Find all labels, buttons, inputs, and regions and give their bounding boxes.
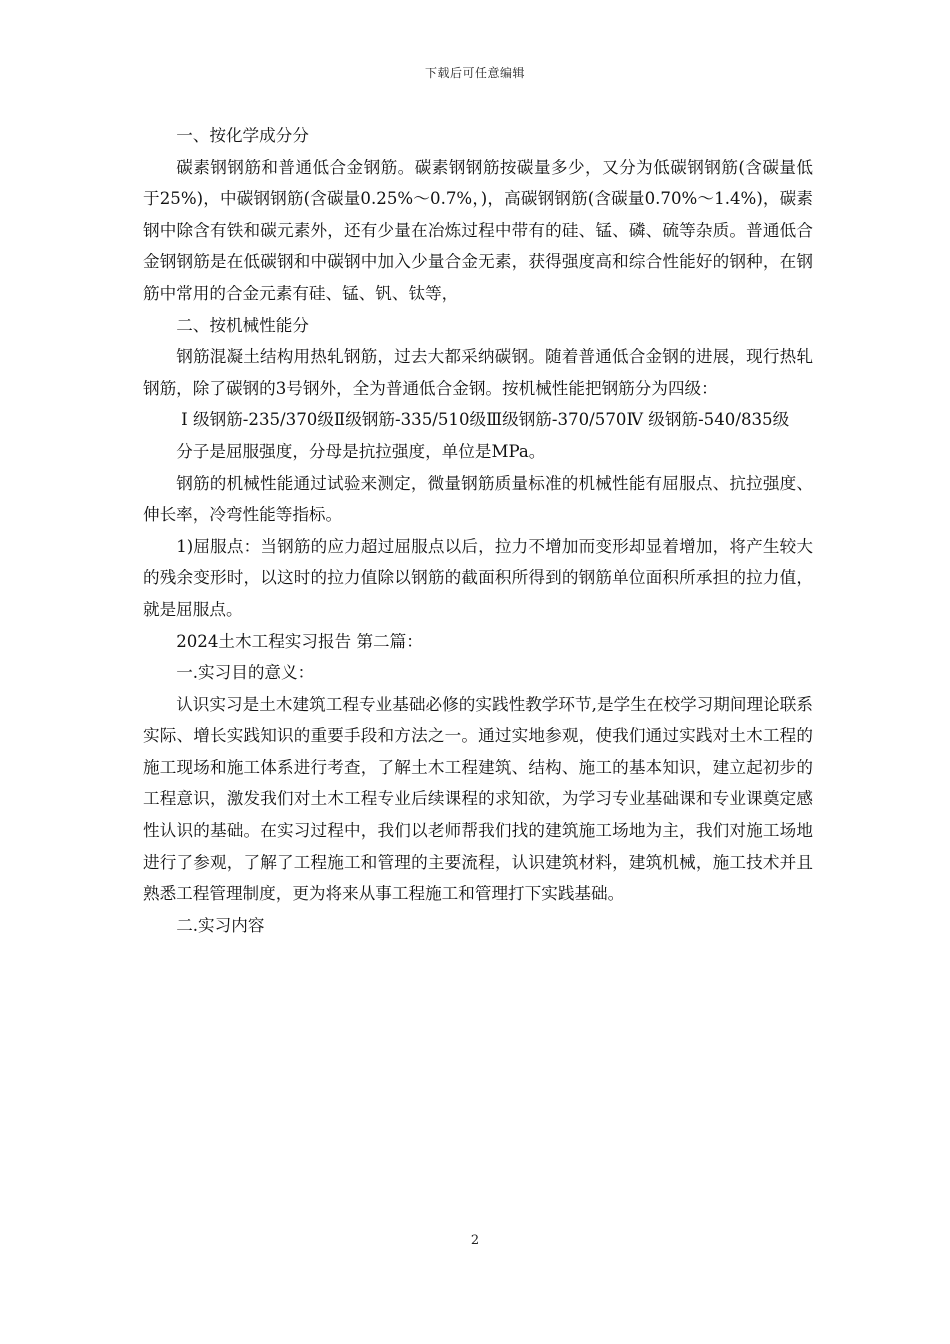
section-heading-purpose: 一.实习目的意义： xyxy=(176,663,315,683)
page-number: 2 xyxy=(470,1233,480,1248)
page-header: 下载后可任意编辑 xyxy=(424,66,525,80)
paragraph-mechanical-tests: 钢筋的机械性能通过试验来测定，微量钢筋质量标准的机械性能有屈服点、抗拉强度、伸长率，冷弯性能等指标。 xyxy=(143,473,813,525)
paragraph-hot-rolled: 钢筋混凝土结构用热轧钢筋，过去大都采纳碳钢。随着普通低合金钢的进展，现行热轧钢筋，除了碳钢的3号钢外，全为普通低合金钢。按机械性能把钢筋分为四级： xyxy=(143,347,813,398)
paragraph-purpose: 认识实习是土木建筑工程专业基础必修的实践性教学环节,是学生在校学习期间理论联系实际、增长实践知识的重要手段和方法之一。通过实地参观，使我们通过实践对土木工程的施工现场和施工体系进行考查，了解土木工程建筑、结构、施工的基本知识，建立起初步的工程意识，激发我们对土木工程专业后续课程的求知欲，为学习专业基础课和专业课奠定感性认识的基础。在实习过程中，我们以老师帮我们找的建筑施工场地为主，我们对施工场地进行了参观，了解了工程施工和管理的主要流程，认识建筑材料，建筑机械，施工技术并且熟悉工程管理制度，更为将来从事工程施工和管理打下实践基础。 xyxy=(143,694,813,904)
document-body xyxy=(143,120,813,941)
section-heading-chemical: 一、按化学成分分 xyxy=(176,126,309,145)
section-heading-mechanical: 二、按机械性能分 xyxy=(176,315,309,335)
section-title-part-two: 2024土木工程实习报告 第二篇： xyxy=(176,631,423,651)
paragraph-grades: Ⅰ 级钢筋-235/370级Ⅱ级钢筋-335/510级Ⅲ级钢筋-370/570Ⅳ 级钢筋-540/835级 xyxy=(181,410,790,430)
paragraph-carbon-steel: 碳素钢钢筋和普通低合金钢筋。碳素钢钢筋按碳量多少，又分为低碳钢钢筋(含碳量低于25%)，中碳钢钢筋(含碳量0.25%～0.7%，)，高碳钢钢筋(含碳量0.70%～1.4%)，碳素钢中除含有铁和碳元素外，还有少量在冶炼过程中带有的硅、锰、磷、硫等杂质。普通低合金钢钢筋是在低碳钢和中碳钢中加入少量合金无素，获得强度高和综合性能好的钢种，在钢筋中常用的合金元素有硅、锰、钒、钛等， xyxy=(143,157,813,303)
paragraph-yield-point: 1)屈服点：当钢筋的应力超过屈服点以后，拉力不增加而变形却显着增加，将产生较大的残余变形时，以这时的拉力值除以钢筋的截面积所得到的钢筋单位面积所承担的拉力值，就是屈服点。 xyxy=(143,536,813,619)
paragraph-strength-ratio: 分子是屈服强度，分母是抗拉强度，单位是MPa。 xyxy=(176,441,546,461)
section-heading-content: 二.实习内容 xyxy=(176,915,265,935)
